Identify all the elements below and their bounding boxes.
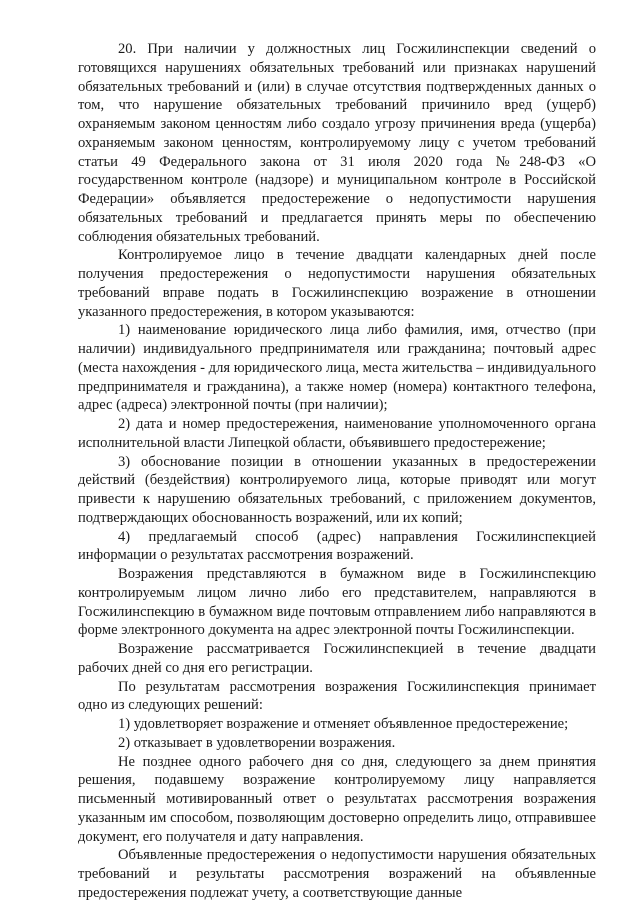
list-item-4-response-method: 4) предлагаемый способ (адрес) направления Госжилинспекцией информации о результатах рассмотрения возражений. (78, 528, 596, 564)
paragraph-objection-submission: Возражения представляются в бумажном виде в Госжилинспекцию контролируемым лицом лично либо его представителем, направляются в Госжилинспекцию в бумажном виде почтовым отправлением либо направляются в форме электронного документа на адрес электронной почты Госжилинспекции. (78, 566, 596, 639)
paragraph-reply-deadline: Не позднее одного рабочего дня со дня, следующего за днем принятия решения, подавшему возражение контролируемому лицу направляется письменный мотивированный ответ о результатах рассмотрения возражения указанным им способом, позволяющим достоверно определить лицо, отправившее документ, его получателя и дату направления. (78, 753, 596, 845)
paragraph-20-preventive-warning: 20. При наличии у должностных лиц Госжилинспекции сведений о готовящихся нарушениях обязательных требований или признаках нарушений обязательных требований и (или) в случае отсутствия подтвержденных данных о том, что нарушение обязательных требований причинило вред (ущерб) охраняемым законом ценностям либо создало угрозу причинения вреда (ущерба) охраняемым законом ценностям, контролируемому лицу с учетом требований статьи 49 Федерального закона от 31 июля 2020 года №248-ФЗ «О государственном контроле (надзоре) и муниципальном контроле в Российской Федерации» объявляется предостережение о недопустимости нарушения обязательных требований и предлагается принять меры по обеспечению соблюдения обязательных требований. (78, 41, 596, 245)
paragraph-review-period: Возражение рассматривается Госжилинспекцией в течение двадцати рабочих дней со дня его регистрации. (78, 641, 596, 676)
list-item-1-applicant-details: 1) наименование юридического лица либо фамилия, имя, отчество (при наличии) индивидуального предпринимателя или гражданина; почтовый адрес (места нахождения - для юридического лица, места жительства – индивидуального предпринимателя и гражданина), а также номер (номера) контактного телефона, адрес (адреса) электронной почты (при наличии); (78, 322, 596, 414)
decision-item-2-refuse: 2) отказывает в удовлетворении возражения. (118, 734, 396, 751)
paragraph-objection-right: Контролируемое лицо в течение двадцати календарных дней после получения предостережения о недопустимости нарушения обязательных требований вправе подать в Госжилинспекцию возражение в отношении указанного предостережения, в котором указываются: (78, 247, 596, 320)
list-item-2-warning-date-number: 2) дата и номер предостережения, наименование уполномоченного органа исполнительной власти Липецкой области, объявившего предостережение; (78, 416, 596, 451)
decision-item-1-satisfy: 1) удовлетворяет возражение и отменяет объявленное предостережение; (118, 716, 569, 732)
paragraph-warnings-accounting: Объявленные предостережения о недопустимости нарушения обязательных требований и результаты рассмотрения возражений на объявленные предостережения подлежат учету, а соответствующие данные (78, 847, 596, 901)
list-item-3-position-justification: 3) обоснование позиции в отношении указанных в предостережении действий (бездействия) контролируемого лица, которые приводят или могут привести к нарушению обязательных требований, с приложением документов, подтверждающих обоснованность возражений, или их копий; (78, 453, 596, 526)
paragraph-decision-options: По результатам рассмотрения возражения Госжилинспекция принимает одно из следующих решений: (78, 678, 596, 714)
